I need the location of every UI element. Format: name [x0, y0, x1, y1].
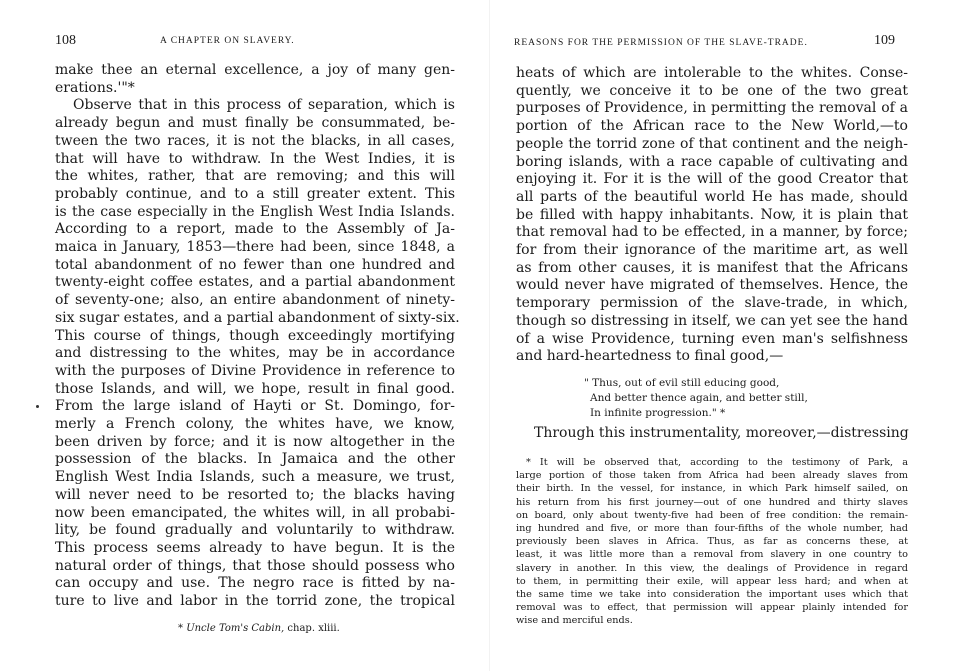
- text-line: with the purposes of Divine Providence in reference to: [55, 362, 455, 379]
- text-line: tween the two races, it is not the blacks, in all cases,: [55, 132, 455, 149]
- text-line: already begun and must finally be consummated, be-: [55, 115, 455, 132]
- text-line: maica in January, 1853—there had been, since 1848, a: [55, 239, 455, 256]
- text-line: the whites, rather, that are removing; and this will: [55, 168, 455, 185]
- text-line: This course of things, though exceedingly mortifying: [55, 327, 455, 344]
- text-line: make thee an eternal excellence, a joy of many gen-: [55, 62, 455, 78]
- footnote: [178, 623, 340, 634]
- ink-speck: [36, 405, 39, 408]
- text-line: ture to live and labor in the torrid zone, the tropical: [55, 593, 455, 610]
- text-line: quently, we conceive it to be one of the two great: [516, 82, 908, 99]
- body-text: [55, 62, 460, 611]
- text-line: total abandonment of no fewer than one hundred and: [55, 256, 455, 273]
- text-line: been driven by force; and it is now altogether in the: [55, 433, 455, 450]
- verse-line: And better thence again, and better still,: [590, 392, 808, 404]
- running-head: A CHAPTER ON SLAVERY.: [160, 36, 295, 46]
- body-text: [516, 65, 908, 366]
- continued-text: [516, 425, 908, 443]
- text-line: English West India Islands, such a measure, we trust,: [55, 469, 455, 486]
- text-line: that will have to withdraw. In the West Indies, it is: [55, 150, 455, 167]
- text-line: six sugar estates, and a partial abandonment of sixty-six.: [55, 309, 460, 326]
- footnote-line: the same time we take into consideration the important uses which that: [516, 589, 908, 601]
- text-line: of seventy-one; also, an entire abandonment of ninety-: [55, 292, 455, 309]
- text-line: for from their ignorance of the maritime art, as well: [516, 242, 908, 259]
- right-page: [490, 0, 980, 671]
- text-line: natural order of things, that those should possess who: [55, 557, 455, 574]
- footnote-marker: *: [178, 623, 187, 634]
- text-line: heats of which are intolerable to the whites. Conse-: [516, 65, 908, 81]
- text-line: possession of the blacks. In Jamaica and the other: [55, 451, 455, 468]
- text-line: can occupy and use. The negro race is fitted by na-: [55, 575, 455, 592]
- footnote-line: least, it was little more than a removal from slavery in one country to: [516, 549, 908, 561]
- footnote-line: slavery in another. In this view, the dealings of Providence in regard: [516, 562, 908, 574]
- text-line: now been emancipated, the whites will, in all probabi-: [55, 504, 455, 521]
- text-line: Observe that in this process of separation, which is: [73, 97, 455, 114]
- text-line: all parts of the beautiful world He has made, should: [516, 188, 908, 205]
- text-line: From the large island of Hayti or St. Domingo, for-: [55, 398, 455, 415]
- text-line: though so distressing in itself, we can yet see the hand: [516, 312, 908, 329]
- text-line: probably continue, and to a still greater extent. This: [55, 185, 455, 202]
- text-line: and hard-heartedness to final good,—: [516, 348, 784, 365]
- text-line: enjoying it. For it is the will of the good Creator that: [516, 171, 908, 188]
- footnote-line: on board, only about twenty-five had been of free condition: the remain-: [516, 509, 908, 521]
- text-line: twenty-eight coffee estates, and a partial abandonment: [55, 274, 455, 291]
- text-line: purposes of Providence, in permitting the removal of a: [516, 100, 908, 117]
- footnote-line: * It will be observed that, according to the testimony of Park, a: [526, 457, 908, 468]
- text-line: and distressing to the whites, may be in accordance: [55, 345, 455, 362]
- footnote-line: his return from his first journey—out of one hundred and thirty slaves: [516, 496, 908, 508]
- verse-quotation: [584, 376, 808, 421]
- footnote-line: to them, in permitting their exile, will appear less hard; and when at: [516, 575, 908, 587]
- text-line: be filled with happy inhabitants. Now, it is plain that: [516, 206, 908, 223]
- text-line: lity, be found gradually and voluntarily to withdraw.: [55, 522, 455, 539]
- verse-line: In infinite progression." *: [590, 407, 726, 419]
- running-head: REASONS FOR THE PERMISSION OF THE SLAVE-TRADE.: [514, 38, 808, 48]
- text-line: temporary permission of the slave-trade, in which,: [516, 295, 908, 312]
- text-line: erations.'"*: [55, 79, 135, 96]
- footnote-line: ing hundred and five, or more than four-fifths of the whole number, had: [516, 523, 908, 535]
- text-line: is the case especially in the English West India Islands.: [55, 203, 455, 220]
- text-line: people the torrid zone of that continent and the neigh-: [516, 135, 908, 152]
- text-line: of a wise Providence, turning even man's selfishness: [516, 330, 908, 347]
- text-line: those Islands, and will, we hope, result in final good.: [55, 380, 455, 397]
- text-line: merly a French colony, the whites have, we know,: [55, 416, 455, 433]
- footnote-line: wise and merciful ends.: [516, 615, 633, 627]
- footnote-text: chap. xliii.: [284, 623, 340, 634]
- text-line: would never have migrated of themselves. Hence, the: [516, 277, 908, 294]
- page-number: 108: [55, 33, 76, 48]
- footnote: [516, 456, 908, 628]
- verse-line: " Thus, out of evil still educing good,: [584, 377, 780, 389]
- footnote-line: large portion of those taken from Africa had been already slaves from: [516, 470, 908, 482]
- text-line: Through this instrumentality, moreover,—distressing: [534, 425, 909, 441]
- text-line: will never need to be resorted to; the blacks having: [55, 486, 455, 503]
- text-line: as from other causes, it is manifest that the Africans: [516, 259, 908, 276]
- footnote-line: removal was to effect, that permission will appear plainly intended for: [516, 602, 908, 614]
- text-line: According to a report, made to the Assembly of Ja-: [55, 221, 455, 238]
- footnote-line: their birth. In the vessel, for instance, in which Park himself sailed, on: [516, 483, 908, 495]
- text-line: portion of the African race to the New World,—to: [516, 118, 908, 135]
- text-line: This process seems already to have begun. It is the: [55, 539, 455, 556]
- footnote-line: previously been slaves in Africa. Thus, as far as concerns these, at: [516, 536, 908, 548]
- footnote-title: Uncle Tom's Cabin,: [186, 623, 285, 634]
- text-line: that removal had to be effected, in a manner, by force;: [516, 224, 908, 241]
- page-number: 109: [874, 33, 895, 48]
- text-line: boring islands, with a race capable of cultivating and: [516, 153, 908, 170]
